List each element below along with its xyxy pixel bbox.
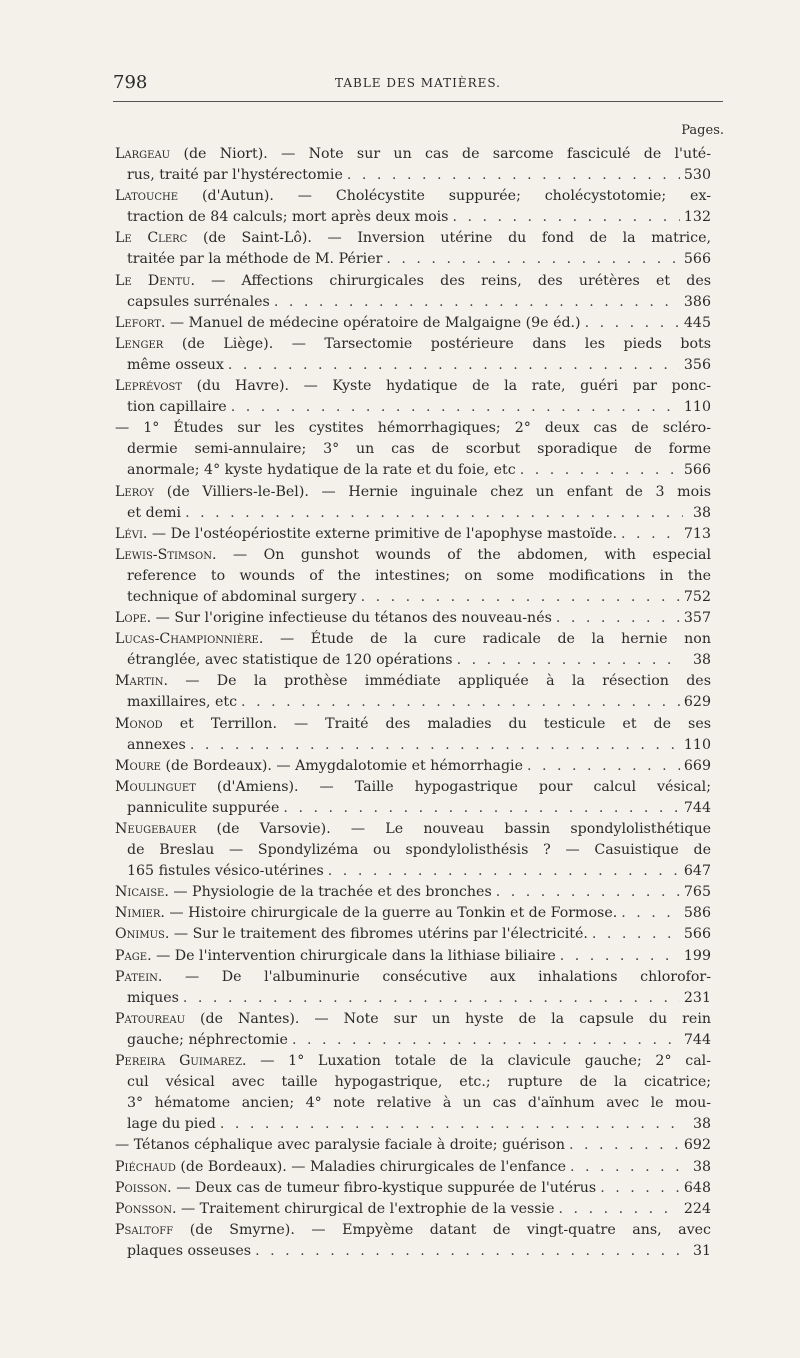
toc-entry	[115, 186, 711, 228]
dot-leader	[452, 207, 679, 228]
toc-line	[115, 798, 711, 819]
toc-line	[115, 1072, 711, 1093]
page-ref: 648	[683, 1179, 711, 1196]
toc-entry	[115, 819, 711, 882]
page-number: 798	[113, 72, 148, 93]
toc-line	[115, 861, 711, 882]
toc-line	[115, 587, 711, 608]
dot-leader	[228, 355, 680, 376]
toc-line	[115, 671, 711, 692]
dot-leader	[255, 1241, 683, 1262]
dot-leader	[386, 249, 680, 270]
dot-leader	[569, 1135, 680, 1156]
toc-line	[115, 249, 711, 270]
page-ref: 744	[683, 1031, 711, 1048]
toc-line	[115, 313, 711, 334]
dot-leader	[559, 1199, 680, 1220]
toc-line	[115, 882, 711, 903]
entry-text: Nicaise. — Physiologie de la trachée et des bronches	[115, 884, 492, 901]
toc-entry	[115, 903, 711, 924]
entry-text: Monod et Terrillon. — Traité des maladies du testicule et de ses	[115, 715, 711, 732]
toc-line	[115, 228, 711, 249]
toc-line	[115, 1241, 711, 1262]
entry-text: Leroy (de Villiers-le-Bel). — Hernie inguinale chez un enfant de 3 mois	[115, 483, 711, 500]
page-ref: 132	[683, 209, 711, 226]
pages-column-label: Pages.	[681, 123, 724, 138]
entry-text: rus, traité par l'hystérectomie	[127, 167, 343, 184]
toc-line	[115, 629, 711, 650]
author-name: Le Clerc	[115, 230, 188, 247]
toc-line	[115, 418, 711, 439]
entry-text: tion capillaire	[127, 399, 227, 416]
dot-leader	[556, 608, 680, 629]
page-ref: 530	[683, 167, 711, 184]
author-name: Leroy	[115, 483, 155, 500]
author-name: Pereira Guimarez	[115, 1053, 243, 1070]
entry-text: étranglée, avec statistique de 120 opérations	[127, 652, 453, 669]
author-name: Nicaise	[115, 884, 165, 901]
entry-text: Lewis-Stimson. — On gunshot wounds of the abdomen, with especial	[115, 546, 711, 563]
author-name: Martin	[115, 673, 164, 690]
dot-leader	[328, 861, 680, 882]
toc-entry	[115, 271, 711, 313]
toc-entry	[115, 418, 711, 481]
page-ref: 110	[683, 736, 711, 753]
page-ref: 357	[683, 610, 711, 627]
toc-entry	[115, 144, 711, 186]
entry-text: Latouche (d'Autun). — Cholécystite suppurée; cholécystotomie; ex-	[115, 188, 712, 205]
entry-text: 165 fistules vésico-utérines	[127, 863, 324, 880]
toc-entry	[115, 1178, 711, 1199]
dot-leader	[241, 692, 680, 713]
dot-leader	[361, 587, 680, 608]
dot-leader	[185, 503, 683, 524]
dot-leader	[621, 524, 680, 545]
toc-entry	[115, 967, 711, 1009]
author-name: Psaltoff	[115, 1221, 174, 1238]
toc-line	[115, 207, 711, 228]
entry-text: Moulinguet (d'Amiens). — Taille hypogastrique pour calcul vésical;	[115, 778, 711, 795]
entry-text: Lefort. — Manuel de médecine opératoire de Malgaigne (9e éd.)	[115, 314, 581, 331]
page-ref: 744	[683, 799, 711, 816]
entry-text: Lenger (de Liège). — Tarsectomie postérieure dans les pieds bots	[115, 335, 711, 352]
entry-text: Piéchaud (de Bordeaux). — Maladies chirurgicales de l'enfance	[115, 1158, 566, 1175]
toc-entry	[115, 334, 711, 376]
toc-line	[115, 545, 711, 566]
toc-entry	[115, 1199, 711, 1220]
entry-text: Poisson. — Deux cas de tumeur fibro-kystique suppurée de l'utérus	[115, 1179, 597, 1196]
author-name: Monod	[115, 715, 163, 732]
toc-line	[115, 1199, 711, 1220]
author-name: Onimus	[115, 926, 165, 943]
entry-text: — Tétanos céphalique avec paralysie faciale à droite; guérison	[115, 1137, 565, 1154]
toc-line	[115, 1220, 711, 1241]
entry-text: Martin. — De la prothèse immédiate appliquée à la résection des	[115, 673, 711, 690]
toc-line	[115, 271, 711, 292]
page-ref: 692	[683, 1137, 711, 1154]
page-ref: 31	[692, 1242, 711, 1259]
toc-line	[115, 840, 711, 861]
entry-text: Le Dentu. — Affections chirurgicales des reins, des urétères et des	[115, 272, 711, 289]
page-ref: 586	[683, 905, 711, 922]
page-ref: 231	[683, 989, 711, 1006]
toc-line	[115, 376, 711, 397]
entry-text: Largeau (de Niort). — Note sur un cas de sarcome fasciculé de l'uté-	[115, 146, 711, 162]
dot-leader	[292, 1030, 680, 1051]
page-ref: 629	[683, 694, 711, 711]
author-name: Piéchaud	[115, 1158, 176, 1175]
entry-text: Pereira Guimarez. — 1° Luxation totale de la clavicule gauche; 2° cal-	[115, 1053, 712, 1070]
entry-text: Leprévost (du Havre). — Kyste hydatique de la rate, guéri par ponc-	[115, 378, 711, 395]
entry-text: Onimus. — Sur le traitement des fibromes utérins par l'électricité.	[115, 926, 588, 943]
dot-leader	[496, 882, 680, 903]
dot-leader	[570, 1157, 683, 1178]
entry-text: miques	[127, 989, 179, 1006]
entry-text: Lucas-Championnière. — Étude de la cure radicale de la hernie non	[115, 631, 711, 648]
entry-text: Moure (de Bordeaux). — Amygdalotomie et hémorrhagie	[115, 757, 523, 774]
entry-text: et demi	[127, 504, 182, 521]
author-name: Largeau	[115, 146, 171, 162]
toc-entry	[115, 545, 711, 608]
toc-line	[115, 566, 711, 587]
author-name: Ponsson	[115, 1200, 172, 1217]
toc-line	[115, 1093, 711, 1114]
toc-line	[115, 756, 711, 777]
toc-line	[115, 819, 711, 840]
page-ref: 669	[683, 757, 711, 774]
dot-leader	[527, 756, 680, 777]
toc-line	[115, 397, 711, 418]
entry-text: Page. — De l'intervention chirurgicale dans la lithiase biliaire	[115, 947, 556, 964]
toc-line	[115, 334, 711, 355]
entry-text: Lope. — Sur l'origine infectieuse du tétanos des nouveau-nés	[115, 610, 552, 627]
dot-leader	[283, 798, 679, 819]
page-ref: 224	[683, 1200, 711, 1217]
page-ref: 356	[683, 356, 711, 373]
toc-line	[115, 1114, 711, 1135]
toc-line	[115, 903, 711, 924]
page-ref: 38	[692, 1158, 711, 1175]
dot-leader	[600, 1178, 680, 1199]
toc-entry	[115, 524, 711, 545]
toc-line	[115, 355, 711, 376]
toc-line	[115, 144, 711, 165]
entry-text: Patoureau (de Nantes). — Note sur un hyste de la capsule du rein	[115, 1010, 711, 1027]
toc-entry	[115, 376, 711, 418]
author-name: Nimier	[115, 905, 161, 922]
toc-entry	[115, 1157, 711, 1178]
entry-text: plaques osseuses	[127, 1242, 252, 1259]
dot-leader	[457, 650, 683, 671]
toc-line	[115, 1009, 711, 1030]
entry-text: anormale; 4° kyste hydatique de la rate et du foie, etc	[127, 462, 516, 479]
toc-line	[115, 1135, 711, 1156]
author-name: Page	[115, 947, 148, 964]
entry-text: — 1° Études sur les cystites hémorrhagiques; 2° deux cas de scléro-	[115, 420, 711, 437]
toc-entry	[115, 1009, 711, 1051]
page-ref: 38	[692, 504, 711, 521]
page-ref: 386	[683, 293, 711, 310]
entry-text: Lévi. — De l'ostéopériostite externe primitive de l'apophyse mastoïde.	[115, 525, 618, 542]
dot-leader	[220, 1114, 683, 1135]
entry-text: traction de 84 calculs; mort après deux mois	[127, 209, 449, 226]
toc-entry	[115, 714, 711, 756]
dot-leader	[183, 988, 680, 1009]
toc-line	[115, 439, 711, 460]
entry-text: Patein. — De l'albuminurie consécutive aux inhalations chlorofor-	[115, 968, 711, 985]
entry-text: lage du pied	[127, 1116, 216, 1133]
page-ref: 38	[692, 1116, 711, 1133]
toc-line	[115, 1157, 711, 1178]
author-name: Lefort	[115, 314, 161, 331]
page-ref: 566	[683, 251, 711, 268]
dot-leader	[585, 313, 680, 334]
toc-line	[115, 503, 711, 524]
entry-text: technique of abdominal surgery	[127, 588, 357, 605]
toc-line	[115, 650, 711, 671]
dot-leader	[190, 735, 680, 756]
toc-line	[115, 186, 711, 207]
dot-leader	[231, 397, 680, 418]
toc-line	[115, 1030, 711, 1051]
page-ref: 647	[683, 863, 711, 880]
page-ref: 566	[683, 926, 711, 943]
page-ref: 199	[683, 947, 711, 964]
entry-text: même osseux	[127, 356, 224, 373]
author-name: Lévi	[115, 525, 143, 542]
toc-line	[115, 967, 711, 988]
author-name: Latouche	[115, 188, 179, 205]
entry-text: traitée par la méthode de M. Périer	[127, 251, 383, 268]
entry-text: de Breslau — Spondylizéma ou spondylolisthésis ? — Casuistique de	[127, 842, 711, 859]
entry-text: maxillaires, etc	[127, 694, 238, 711]
toc-entry	[115, 777, 711, 819]
toc-entry	[115, 924, 711, 945]
page-ref: 38	[692, 652, 711, 669]
toc-entry	[115, 313, 711, 334]
toc-line	[115, 735, 711, 756]
toc-entry	[115, 1135, 711, 1156]
toc-entry	[115, 482, 711, 524]
author-name: Lope	[115, 610, 147, 627]
page-ref: 110	[683, 399, 711, 416]
entry-text: panniculite suppurée	[127, 799, 280, 816]
toc-entry	[115, 629, 711, 671]
toc-line	[115, 524, 711, 545]
running-title: TABLE DES MATIÈRES.	[335, 76, 501, 90]
page-ref: 713	[683, 525, 711, 542]
entry-text: capsules surrénales	[127, 293, 270, 310]
page-header	[113, 70, 723, 96]
entry-text: Neugebauer (de Varsovie). — Le nouveau bassin spondylolisthétique	[115, 821, 712, 837]
entry-text: cul vésical avec taille hypogastrique, etc.; rupture de la cicatrice;	[127, 1074, 711, 1091]
page-ref: 445	[683, 314, 711, 331]
author-name: Lewis-Stimson	[115, 546, 212, 563]
toc-line	[115, 988, 711, 1009]
author-name: Le Dentu	[115, 272, 191, 289]
toc-line	[115, 608, 711, 629]
entry-text: reference to wounds of the intestines; on some modifications in the	[127, 567, 711, 584]
entry-text: Le Clerc (de Saint-Lô). — Inversion utérine du fond de la matrice,	[115, 230, 711, 247]
toc-entry	[115, 756, 711, 777]
toc-entry	[115, 946, 711, 967]
author-name: Patoureau	[115, 1010, 185, 1027]
dot-leader	[621, 903, 680, 924]
toc-line	[115, 292, 711, 313]
toc-entry	[115, 1220, 711, 1262]
author-name: Lenger	[115, 335, 164, 352]
toc-entry	[115, 1051, 711, 1135]
page-ref: 765	[683, 884, 711, 901]
toc-line	[115, 1178, 711, 1199]
toc-line	[115, 714, 711, 735]
toc-entry	[115, 882, 711, 903]
author-name: Neugebauer	[115, 821, 197, 837]
entry-text: dermie semi-annulaire; 3° un cas de scorbut sporadique de forme	[127, 441, 711, 458]
dot-leader	[274, 292, 680, 313]
toc-line	[115, 946, 711, 967]
author-name: Lucas-Championnière	[115, 631, 259, 648]
toc-line	[115, 1051, 711, 1072]
entry-text: 3° hématome ancien; 4° note relative à un cas d'aïnhum avec le mou-	[127, 1095, 711, 1112]
dot-leader	[347, 165, 680, 186]
toc-line	[115, 165, 711, 186]
toc-entry	[115, 228, 711, 270]
entry-text: Psaltoff (de Smyrne). — Empyème datant de vingt-quatre ans, avec	[115, 1221, 711, 1238]
toc-line	[115, 924, 711, 945]
dot-leader	[592, 924, 680, 945]
toc-line	[115, 777, 711, 798]
author-name: Moure	[115, 757, 161, 774]
page-ref: 752	[683, 588, 711, 605]
toc-line	[115, 692, 711, 713]
entry-text: Ponsson. — Traitement chirurgical de l'extrophie de la vessie	[115, 1200, 555, 1217]
author-name: Moulinguet	[115, 778, 196, 795]
page-ref: 566	[683, 462, 711, 479]
author-name: Poisson	[115, 1179, 168, 1196]
entry-text: Nimier. — Histoire chirurgicale de la guerre au Tonkin et de Formose.	[115, 905, 618, 922]
entry-text: gauche; néphrectomie	[127, 1031, 288, 1048]
toc-line	[115, 460, 711, 481]
table-of-contents	[115, 144, 711, 1262]
toc-line	[115, 482, 711, 503]
dot-leader	[520, 460, 680, 481]
dot-leader	[560, 946, 680, 967]
author-name: Leprévost	[115, 378, 183, 395]
entry-text: annexes	[127, 736, 186, 753]
toc-entry	[115, 671, 711, 713]
header-rule	[113, 101, 723, 102]
toc-entry	[115, 608, 711, 629]
author-name: Patein	[115, 968, 158, 985]
